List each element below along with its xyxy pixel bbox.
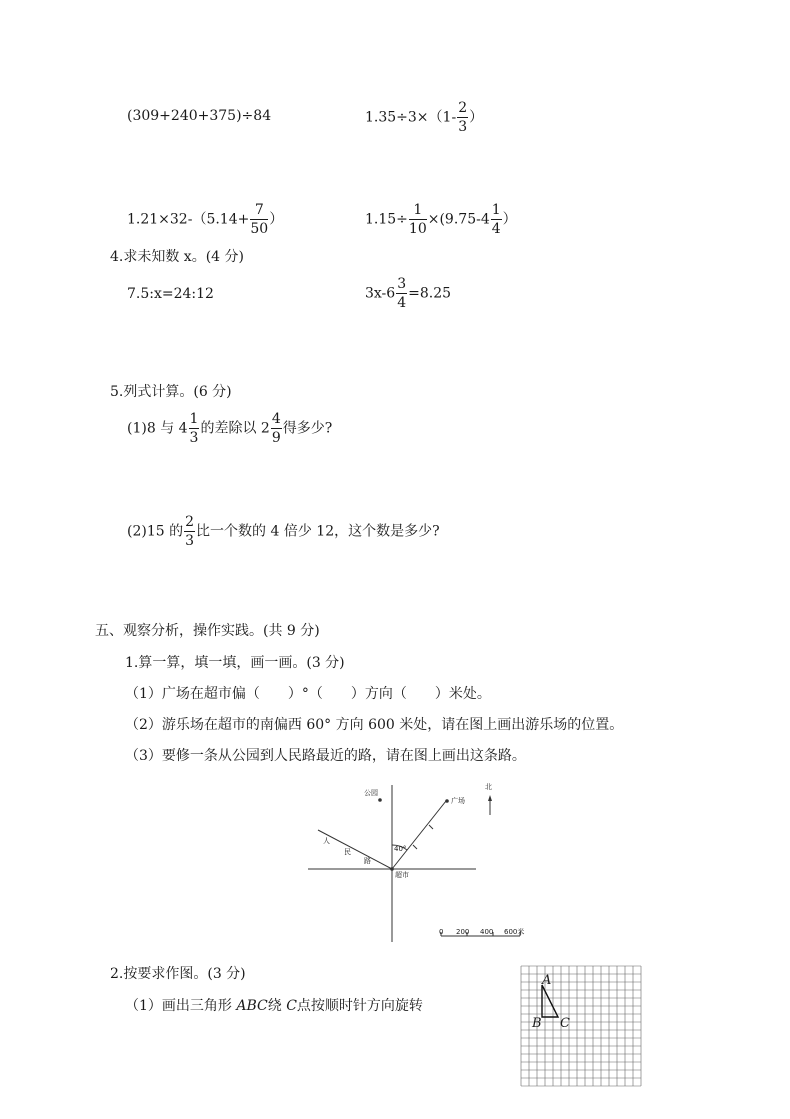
fraction: $\frac{3}{4}$ — [397, 276, 407, 311]
map-label-north: 北 — [485, 783, 492, 791]
map-label-market: 超市 — [395, 871, 409, 879]
scale-label-0: 0 — [439, 928, 444, 936]
section-5-title: 五、观察分析，操作实践。(共 9 分) — [95, 623, 320, 639]
q4-equation-1: 7.5:x=24:12 — [127, 286, 214, 302]
grid-label-c: C — [560, 1016, 570, 1031]
expr-3: 1.21×32-（5.14+ $\frac{7}{50}$ ） — [127, 202, 284, 237]
expr-4: 1.15÷ $\frac{1}{10}$ ×(9.75-4 $\frac{1}{4}$ ） — [365, 202, 517, 237]
expr-2: 1.35÷3×（1- $\frac{2}{3}$ ） — [365, 100, 484, 135]
q4-equation-2: 3x-6 $\frac{3}{4}$ =8.25 — [365, 276, 452, 311]
scale-label-200: 200 — [456, 928, 470, 936]
q2-part-1: （1）画出三角形 ABC绕 C点按顺时针方向旋转 — [125, 998, 423, 1014]
sec5-q1-part-2: （2）游乐场在超市的南偏西 60° 方向 600 米处，请在图上画出游乐场的位置。 — [125, 717, 624, 733]
fraction: $\frac{1}{3}$ — [189, 411, 199, 446]
fraction: $\frac{2}{3}$ — [185, 514, 195, 549]
grid-label-b: B — [532, 1016, 542, 1031]
map-label-road-1: 人 — [323, 837, 330, 845]
fraction: $\frac{1}{10}$ — [408, 202, 427, 237]
map-label-square: 广场 — [451, 797, 465, 805]
expr-1: (309+240+375)÷84 — [127, 108, 272, 124]
fraction: $\frac{2}{3}$ — [458, 100, 468, 135]
scale-label-600: 600米 — [504, 928, 525, 936]
q5-title: 5.列式计算。(6 分) — [110, 384, 232, 400]
q5-part-1: (1)8 与 4 $\frac{1}{3}$ 的差除以 2 $\frac{4}{9}$ 得多少? — [127, 411, 333, 446]
fraction: $\frac{1}{4}$ — [491, 202, 501, 237]
grid-label-a: A — [542, 973, 552, 988]
map-label-road-3: 路 — [364, 857, 371, 865]
q5-part-2: (2)15 的 $\frac{2}{3}$ 比一个数的 4 倍少 12，这个数是多少? — [127, 514, 440, 549]
sec5-q1-part-3: （3）要修一条从公园到人民路最近的路，请在图上画出这条路。 — [125, 748, 526, 764]
sec5-q1-title: 1.算一算，填一填，画一画。(3 分) — [125, 655, 345, 671]
scale-label-400: 400 — [480, 928, 494, 936]
map-label-road-2: 民 — [344, 848, 351, 856]
sec5-q1-part-1: （1）广场在超市偏（ ）°（ ）方向（ ）米处。 — [125, 686, 491, 702]
q2-title: 2.按要求作图。(3 分) — [110, 966, 246, 982]
fraction: $\frac{4}{9}$ — [271, 411, 281, 446]
map-label-park: 公园 — [364, 789, 378, 797]
map-label-angle: 40° — [394, 845, 407, 853]
fraction: $\frac{7}{50}$ — [250, 202, 269, 237]
q4-title: 4.求未知数 x。(4 分) — [110, 249, 244, 265]
